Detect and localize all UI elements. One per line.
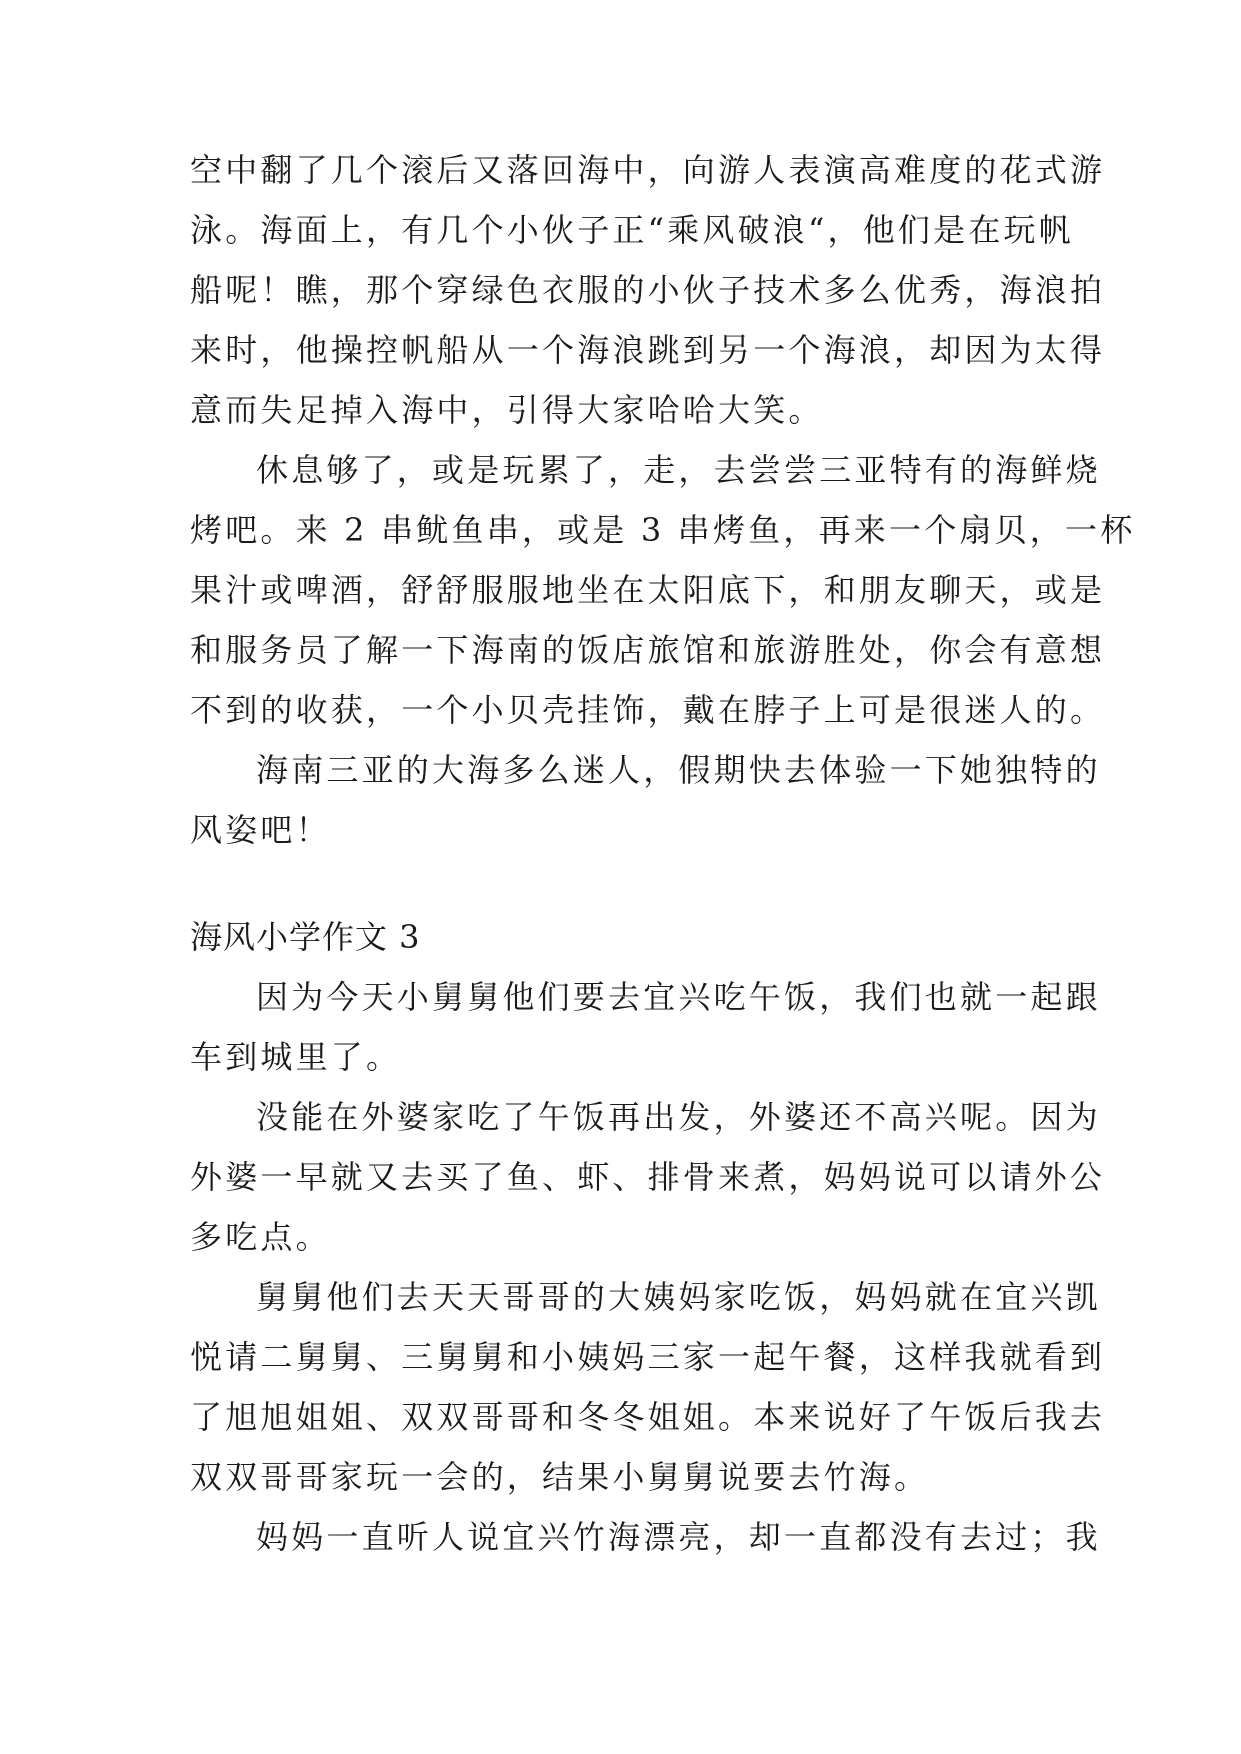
text-line: 舅舅他们去天天哥哥的大姨妈家吃饭，妈妈就在宜兴凯 bbox=[256, 1278, 1101, 1316]
text-line: 外婆一早就又去买了鱼、虾、排骨来煮，妈妈说可以请外公 bbox=[190, 1158, 1106, 1196]
text-line: 不到的收获，一个小贝壳挂饰，戴在脖子上可是很迷人的。 bbox=[190, 691, 1106, 729]
text-line: 泳。海面上，有几个小伙子正“乘风破浪“，他们是在玩帆 bbox=[190, 211, 1074, 249]
text-line: 果汁或啤酒，舒舒服服地坐在太阳底下，和朋友聊天，或是 bbox=[190, 571, 1106, 609]
text-line: 来时，他操控帆船从一个海浪跳到另一个海浪，却因为太得 bbox=[190, 331, 1106, 369]
text-line: 海南三亚的大海多么迷人，假期快去体验一下她独特的 bbox=[256, 751, 1101, 789]
text-line: 休息够了，或是玩累了，走，去尝尝三亚特有的海鲜烧 bbox=[256, 451, 1101, 489]
text-line: 车到城里了。 bbox=[190, 1038, 402, 1076]
text-line: 烤吧。来 2 串鱿鱼串，或是 3 串烤鱼，再来一个扇贝，一杯 bbox=[190, 511, 1136, 549]
text-line: 风姿吧！ bbox=[190, 811, 331, 849]
text-line: 空中翻了几个滚后又落回海中，向游人表演高难度的花式游 bbox=[190, 151, 1106, 189]
text-line: 没能在外婆家吃了午饭再出发，外婆还不高兴呢。因为 bbox=[256, 1098, 1101, 1136]
text-line: 意而失足掉入海中，引得大家哈哈大笑。 bbox=[190, 391, 824, 429]
text-line: 妈妈一直听人说宜兴竹海漂亮，却一直都没有去过；我 bbox=[256, 1518, 1101, 1556]
text-line: 了旭旭姐姐、双双哥哥和冬冬姐姐。本来说好了午饭后我去 bbox=[190, 1398, 1106, 1436]
text-line: 因为今天小舅舅他们要去宜兴吃午饭，我们也就一起跟 bbox=[256, 978, 1101, 1016]
text-line: 双双哥哥家玩一会的，结果小舅舅说要去竹海。 bbox=[190, 1458, 930, 1496]
text-line: 悦请二舅舅、三舅舅和小姨妈三家一起午餐，这样我就看到 bbox=[190, 1338, 1106, 1376]
section-heading: 海风小学作文 3 bbox=[190, 918, 421, 956]
text-line: 船呢！瞧，那个穿绿色衣服的小伙子技术多么优秀，海浪拍 bbox=[190, 271, 1106, 309]
text-line: 多吃点。 bbox=[190, 1218, 331, 1256]
text-line: 和服务员了解一下海南的饭店旅馆和旅游胜处，你会有意想 bbox=[190, 631, 1106, 669]
